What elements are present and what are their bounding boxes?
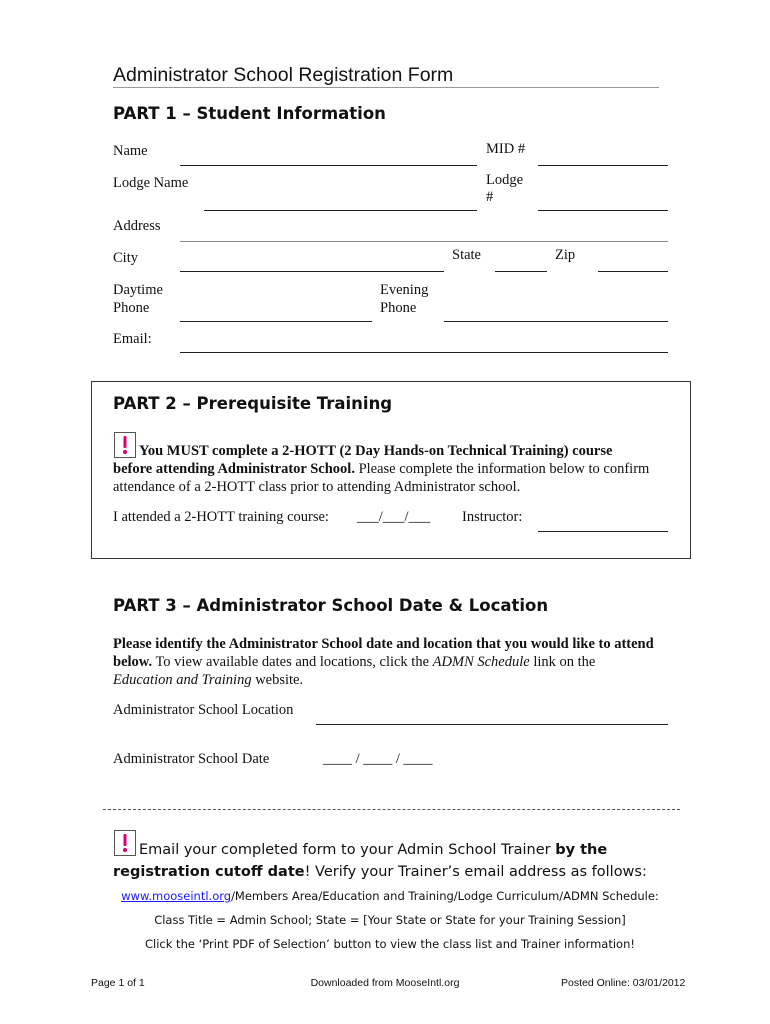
dashed-divider <box>103 809 680 810</box>
part2-heading: PART 2 – Prerequisite Training <box>113 394 393 413</box>
state-label: State <box>452 247 481 263</box>
daytime-phone-label: Daytime Phone <box>113 282 163 316</box>
mid-label: MID # <box>486 141 526 157</box>
city-label: City <box>113 250 138 266</box>
mooseintl-link[interactable]: www.mooseintl.org <box>121 889 232 903</box>
form-title: Administrator School Registration Form <box>113 64 454 86</box>
downloaded-from: Downloaded from MooseIntl.org <box>310 977 460 989</box>
attended-date-field[interactable]: ___/___/___ <box>357 509 431 525</box>
state-field[interactable] <box>495 271 547 272</box>
lodge-name-label: Lodge Name <box>113 175 189 191</box>
part3-intro: Please identify the Administrator School date and location that you would like to attend below. To view available dates and locations, click the ADMN Schedule link on the Education and Training website. <box>113 636 654 688</box>
zip-label: Zip <box>555 247 576 263</box>
evening-phone-label: Evening Phone <box>380 282 429 316</box>
address-field[interactable] <box>180 241 668 242</box>
evening-phone-field[interactable] <box>444 321 668 322</box>
lodge-name-field[interactable] <box>204 210 477 211</box>
mid-field[interactable] <box>538 165 668 166</box>
lodge-number-field[interactable] <box>538 210 668 211</box>
school-date-field[interactable]: ____ / ____ / ____ <box>323 751 433 767</box>
daytime-phone-field[interactable] <box>180 321 372 322</box>
instructor-field[interactable] <box>538 531 668 532</box>
zip-field[interactable] <box>598 271 668 272</box>
email-label: Email: <box>113 331 152 347</box>
school-location-label: Administrator School Location <box>113 702 294 718</box>
part1-heading: PART 1 – Student Information <box>113 104 386 123</box>
title-rule <box>113 87 659 88</box>
part2-notice: You MUST complete a 2-HOTT (2 Day Hands-on Technical Training) course before attending Administrator School. Please complete the information below to confirm attendance of a 2-HOTT class prior to attending Administrator school. <box>113 443 650 495</box>
address-label: Address <box>113 218 161 234</box>
instructor-label: Instructor: <box>462 509 523 525</box>
posted-date: Posted Online: 03/01/2012 <box>561 977 686 989</box>
school-location-field[interactable] <box>316 724 668 725</box>
email-field[interactable] <box>180 352 668 353</box>
lodge-number-label: Lodge # <box>486 172 524 205</box>
name-label: Name <box>113 143 148 159</box>
school-date-label: Administrator School Date <box>113 751 270 767</box>
page-number: Page 1 of 1 <box>91 977 145 989</box>
print-instruction-line: Click the ‘Print PDF of Selection’ button to view the class list and Trainer information! <box>145 937 635 951</box>
part3-heading: PART 3 – Administrator School Date & Location <box>113 596 549 615</box>
schedule-path: www.mooseintl.org/Members Area/Education and Training/Lodge Curriculum/ADMN Schedule: <box>121 889 659 903</box>
attended-label: I attended a 2-HOTT training course: <box>113 509 329 525</box>
email-note: Email your completed form to your Admin School Trainer by the registration cutoff date! Verify your Trainer’s email address as follows: <box>113 842 647 880</box>
city-field[interactable] <box>180 271 444 272</box>
class-title-line: Class Title = Admin School; State = [Your State or State for your Training Session] <box>154 913 626 927</box>
name-field[interactable] <box>180 165 477 166</box>
